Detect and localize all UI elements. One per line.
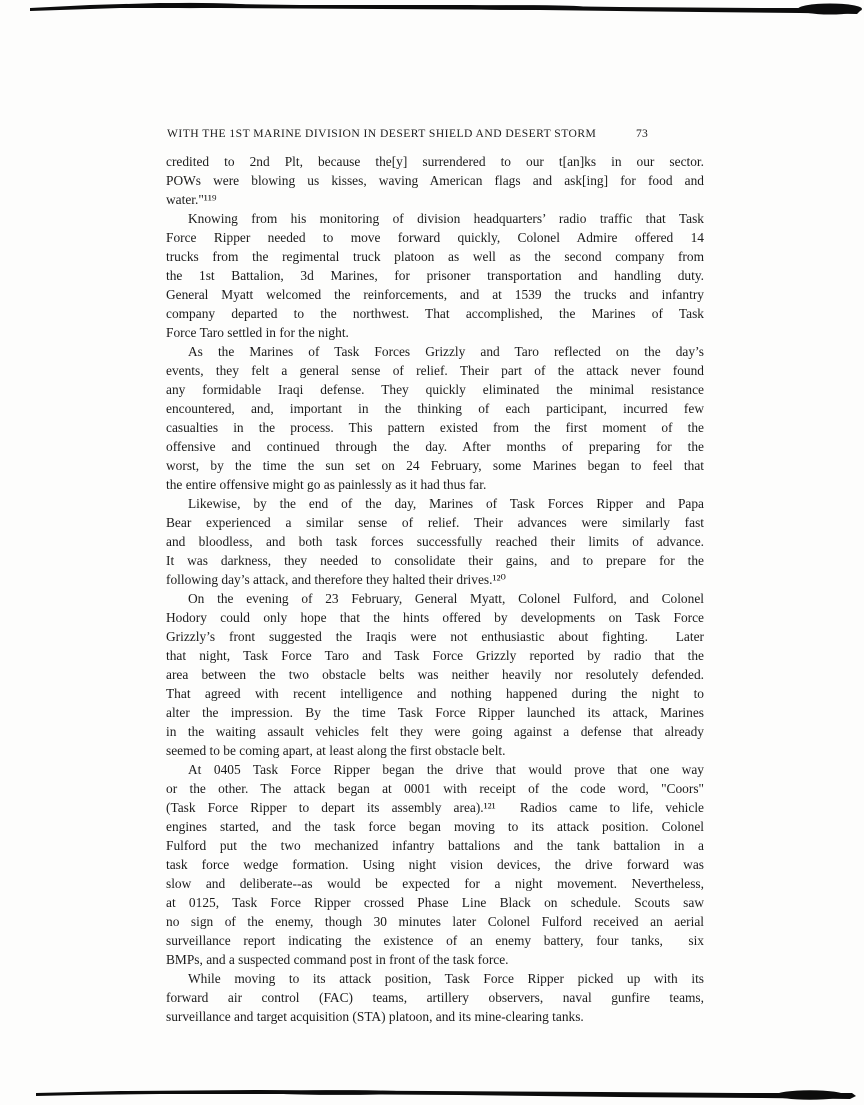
text-line: worst, by the time the sun set on 24 February, some Marines began to feel that xyxy=(166,458,704,473)
text-line: in the waiting assault vehicles felt they were going against a defense that already xyxy=(166,724,704,739)
text-line: encountered, and, important in the thinking of each participant, incurred few xyxy=(166,401,704,416)
text-line: Force Ripper needed to move forward quickly, Colonel Admire offered 14 xyxy=(166,230,704,245)
text-line: While moving to its attack position, Task Force Ripper picked up with its xyxy=(188,971,704,986)
text-line: at 0125, Task Force Ripper crossed Phase Line Black on schedule. Scouts saw xyxy=(166,895,704,910)
text-line: no sign of the enemy, though 30 minutes later Colonel Fulford received an aerial xyxy=(166,914,704,929)
text-line: the entire offensive might go as painlessly as it had thus far. xyxy=(166,477,487,492)
text-line: water."¹¹⁹ xyxy=(166,192,217,207)
text-line: company departed to the northwest. That accomplished, the Marines of Task xyxy=(166,306,704,321)
text-line: Likewise, by the end of the day, Marines of Task Forces Ripper and Papa xyxy=(188,496,704,511)
paragraph xyxy=(166,589,704,760)
paragraph xyxy=(166,760,704,969)
text-line: POWs were blowing us kisses, waving American flags and ask[ing] for food and xyxy=(166,173,704,188)
running-head xyxy=(167,127,648,140)
text-line: (Task Force Ripper to depart its assembly area).¹²¹ Radios came to life, vehicle xyxy=(166,800,704,815)
text-line: offensive and continued through the day. After months of preparing for the xyxy=(166,439,704,454)
text-line: Fulford put the two mechanized infantry battalions and the tank battalion in a xyxy=(166,838,704,853)
paragraph xyxy=(166,494,704,589)
text-line: credited to 2nd Plt, because the[y] surrendered to our t[an]ks in our sector. xyxy=(166,154,704,169)
text-line: that night, Task Force Taro and Task Force Grizzly reported by radio that the xyxy=(166,648,704,663)
paragraph xyxy=(166,152,704,209)
text-line: BMPs, and a suspected command post in front of the task force. xyxy=(166,952,509,967)
text-line: forward air control (FAC) teams, artillery observers, naval gunfire teams, xyxy=(166,990,704,1005)
text-line: the 1st Battalion, 3d Marines, for prisoner transportation and handling duty. xyxy=(166,268,704,283)
text-line: At 0405 Task Force Ripper began the drive that would prove that one way xyxy=(188,762,704,777)
text-line: Knowing from his monitoring of division headquarters’ radio traffic that Task xyxy=(188,211,704,226)
text-line: area between the two obstacle belts was neither heavily nor resolutely defended. xyxy=(166,667,704,682)
text-line: It was darkness, they needed to consolidate their gains, and to prepare for the xyxy=(166,553,704,568)
text-line: General Myatt welcomed the reinforcements, and at 1539 the trucks and infantry xyxy=(166,287,704,302)
text-line: That agreed with recent intelligence and nothing happened during the night to xyxy=(166,686,704,701)
text-line: and bloodless, and both task forces successfully reached their limits of advance. xyxy=(166,534,704,549)
text-line: trucks from the regimental truck platoon as well as the second company from xyxy=(166,249,704,264)
text-line: engines started, and the task force began moving to its attack position. Colonel xyxy=(166,819,704,834)
text-line: Bear experienced a similar sense of relief. Their advances were similarly fast xyxy=(166,515,704,530)
page-number: 73 xyxy=(636,127,648,140)
scan-artifact-top-bar xyxy=(0,0,864,22)
text-line: surveillance and target acquisition (STA) platoon, and its mine-clearing tanks. xyxy=(166,1009,584,1024)
text-line: slow and deliberate--as would be expected for a night movement. Nevertheless, xyxy=(166,876,704,891)
text-line: As the Marines of Task Forces Grizzly and Taro reflected on the day’s xyxy=(188,344,704,359)
scan-artifact-bottom-bar xyxy=(0,1083,864,1105)
body-text xyxy=(166,152,704,1026)
running-head-title: WITH THE 1ST MARINE DIVISION IN DESERT SHIELD AND DESERT STORM xyxy=(167,127,597,140)
text-line: seemed to be coming apart, at least along the first obstacle belt. xyxy=(166,743,506,758)
text-line: any formidable Iraqi defense. They quickly eliminated the minimal resistance xyxy=(166,382,704,397)
text-line: Grizzly’s front suggested the Iraqis were not enthusiastic about fighting. Later xyxy=(166,629,704,644)
text-line: alter the impression. By the time Task Force Ripper launched its attack, Marines xyxy=(166,705,704,720)
text-line: following day’s attack, and therefore they halted their drives.¹²⁰ xyxy=(166,572,506,587)
text-line: Force Taro settled in for the night. xyxy=(166,325,349,340)
text-line: task force wedge formation. Using night vision devices, the drive forward was xyxy=(166,857,704,872)
text-line: casualties in the process. This pattern existed from the first moment of the xyxy=(166,420,704,435)
text-line: events, they felt a general sense of relief. Their part of the attack never found xyxy=(166,363,704,378)
text-line: surveillance report indicating the existence of an enemy battery, four tanks, six xyxy=(166,933,704,948)
text-line: or the other. The attack began at 0001 with receipt of the code word, "Coors" xyxy=(166,781,704,796)
text-line: Hodory could only hope that the hints offered by developments on Task Force xyxy=(166,610,704,625)
paragraph xyxy=(166,209,704,342)
text-line: On the evening of 23 February, General Myatt, Colonel Fulford, and Colonel xyxy=(188,591,704,606)
paragraph xyxy=(166,969,704,1026)
paragraph xyxy=(166,342,704,494)
